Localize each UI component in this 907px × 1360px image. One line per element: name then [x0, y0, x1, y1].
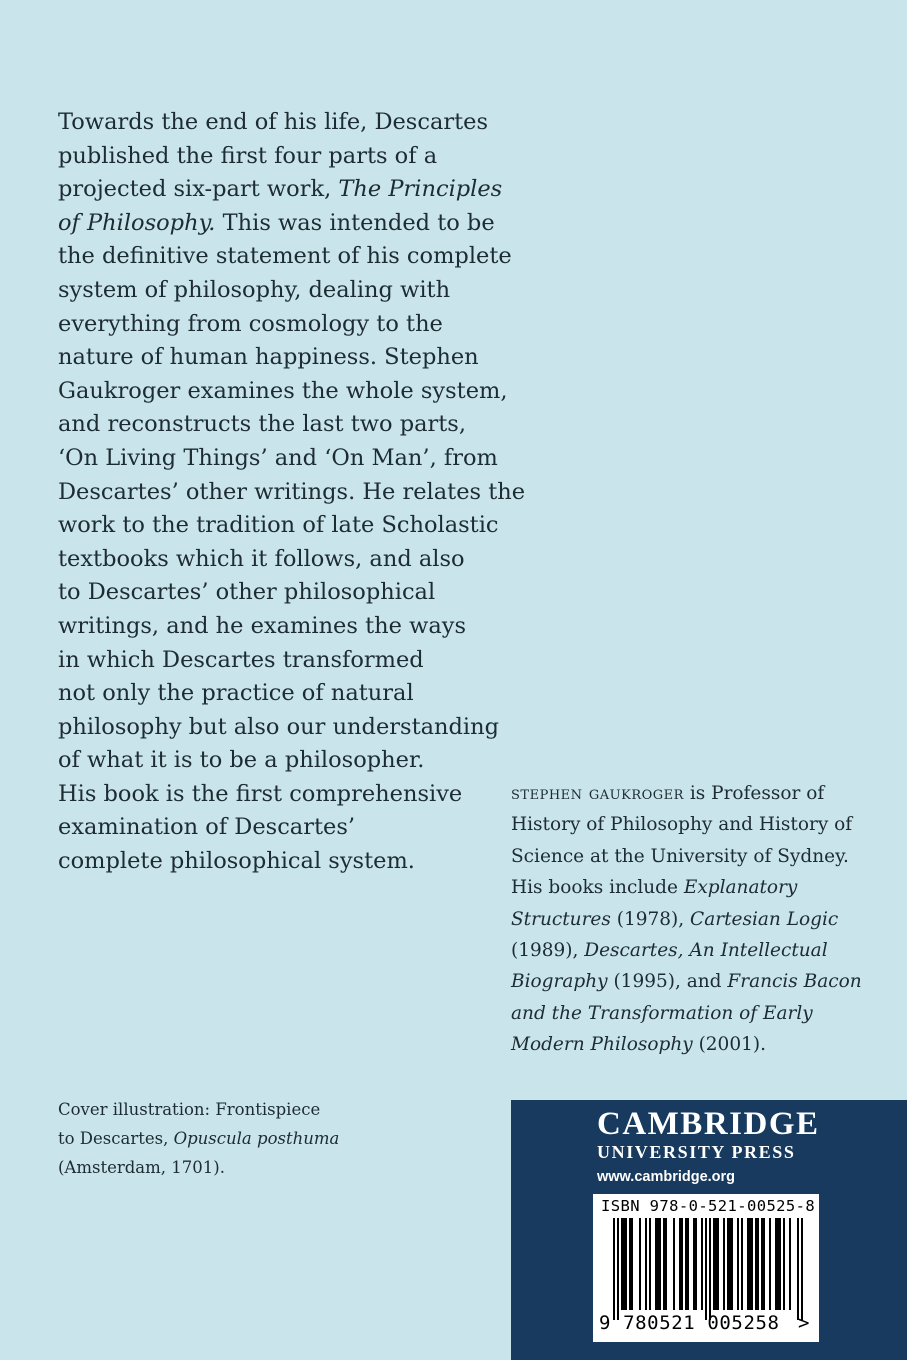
barcode-bar [797, 1218, 799, 1320]
text-run: is Professor of [683, 783, 825, 804]
text-line [511, 841, 881, 872]
barcode-bar [655, 1218, 657, 1310]
barcode-bar [613, 1218, 615, 1320]
text-line [58, 308, 478, 342]
text-run: Science at the University of Sydney. [511, 845, 849, 867]
barcode-bar [801, 1218, 803, 1320]
italic-text: Descartes, An Intellectual [584, 940, 828, 962]
barcode-bar [713, 1218, 715, 1310]
text-run: (Amsterdam, 1701). [58, 1158, 225, 1177]
text-line [511, 778, 881, 809]
text-run: (1995), and [607, 971, 728, 993]
author-bio [511, 778, 881, 1061]
text-run: and reconstructs the last two parts, [58, 411, 467, 438]
text-line [58, 677, 478, 711]
text-line [58, 744, 478, 778]
text-line [58, 476, 526, 510]
text-line [58, 1095, 358, 1124]
text-run: system of philosophy, dealing with [58, 276, 451, 303]
text-run: (2001). [692, 1034, 766, 1056]
text-line [58, 845, 478, 879]
barcode-arrow: > [798, 1312, 810, 1334]
text-run: of what it is to be a philosopher. [58, 747, 425, 774]
italic-text: Structures [511, 908, 611, 930]
text-line [511, 904, 881, 935]
barcode-bar [623, 1218, 625, 1310]
cover-illustration-credit [58, 1095, 358, 1182]
text-line [58, 375, 508, 409]
text-run: not only the practice of natural [58, 680, 414, 707]
text-line [58, 811, 478, 845]
text-line [58, 240, 512, 274]
publisher-panel [511, 1100, 907, 1360]
text-run: in which Descartes transformed [58, 646, 424, 673]
italic-text: of Philosophy. [58, 209, 216, 236]
barcode-bar [649, 1218, 651, 1310]
barcode-bar [723, 1218, 725, 1310]
text-line [58, 341, 478, 375]
italic-text: and the Transformation of Early [511, 1002, 813, 1024]
text-line [511, 872, 881, 903]
text-line [58, 778, 478, 812]
text-line [58, 207, 495, 241]
italic-text: Biography [511, 971, 608, 993]
barcode-bar [621, 1218, 623, 1310]
barcode-bar [645, 1218, 647, 1310]
barcode-bar [617, 1218, 619, 1320]
barcode-bar [717, 1218, 719, 1310]
text-line [511, 1029, 881, 1060]
text-run: Descartes’ other writings. He relates the [58, 478, 526, 505]
description-blurb [58, 106, 526, 879]
barcode-bar [705, 1218, 707, 1320]
barcode-bar [727, 1218, 729, 1310]
italic-text: Opuscula posthuma [173, 1129, 340, 1148]
barcode-bar [747, 1218, 749, 1310]
isbn-barcode [593, 1194, 819, 1342]
barcode-bar [673, 1218, 675, 1310]
text-run: work to the tradition of late Scholastic [58, 512, 499, 539]
barcode-bar [749, 1218, 751, 1310]
publisher-url: www.cambridge.org [597, 1169, 736, 1185]
text-run: textbooks which it follows, and also [58, 545, 465, 572]
text-run: stephen gaukroger [511, 783, 684, 804]
text-line [511, 809, 881, 840]
barcode-bar [777, 1218, 779, 1310]
text-line [58, 576, 478, 610]
barcode-bar [715, 1218, 717, 1310]
text-run: (1989), [511, 940, 585, 962]
italic-text: The Principles [338, 176, 503, 203]
text-run: (1978), [610, 908, 691, 930]
text-line [58, 173, 503, 207]
barcode-bar [631, 1218, 633, 1310]
barcode-bar [737, 1218, 739, 1310]
text-line [511, 935, 881, 966]
barcode-bar [701, 1218, 703, 1310]
barcode-bar [657, 1218, 659, 1310]
barcode-bar [685, 1218, 687, 1310]
barcode-bar [741, 1218, 743, 1310]
barcode-bar [663, 1218, 665, 1310]
text-line [58, 1153, 358, 1182]
barcode-bar [757, 1218, 759, 1310]
barcode-bar [625, 1218, 627, 1310]
text-run: Gaukroger examines the whole system, [58, 377, 508, 404]
barcode-bar [783, 1218, 785, 1310]
text-line [58, 543, 478, 577]
text-run: complete philosophical system. [58, 848, 415, 875]
barcode-bar [709, 1218, 711, 1320]
text-line [58, 509, 499, 543]
italic-text: Francis Bacon [727, 971, 862, 993]
text-run: everything from cosmology to the [58, 310, 443, 337]
text-run: the definitive statement of his complete [58, 243, 512, 270]
text-run: to Descartes, [58, 1129, 174, 1148]
text-line [511, 998, 881, 1029]
text-run: ‘On Living Things’ and ‘On Man’, from [58, 444, 498, 471]
publisher-subtitle: UNIVERSITY PRESS [597, 1142, 796, 1162]
barcode-bar [779, 1218, 781, 1310]
text-run: writings, and he examines the ways [58, 612, 466, 639]
text-run: nature of human happiness. Stephen [58, 344, 479, 371]
text-run: published the first four parts of a [58, 142, 438, 169]
barcode-bar [679, 1218, 681, 1310]
text-line [58, 408, 478, 442]
barcode-bar [755, 1218, 757, 1310]
text-line [58, 442, 498, 476]
text-line [58, 140, 478, 174]
text-run: History of Philosophy and History of [511, 814, 853, 836]
barcode-bar [695, 1218, 697, 1310]
barcode-bar [775, 1218, 777, 1310]
barcode-bar [729, 1218, 731, 1310]
text-run: This was intended to be [215, 209, 495, 236]
barcode-bar [763, 1218, 765, 1310]
text-run: His books include [511, 877, 684, 899]
barcode-bar [751, 1218, 753, 1310]
text-line [511, 966, 881, 997]
barcode-bar [761, 1218, 763, 1310]
text-line [58, 274, 478, 308]
text-run: projected six-part work, [58, 176, 339, 203]
italic-text: Modern Philosophy [511, 1034, 693, 1056]
text-run: Towards the end of his life, Descartes [58, 109, 489, 135]
italic-text: Explanatory [683, 877, 798, 899]
barcode-bar [687, 1218, 689, 1310]
text-line [58, 644, 478, 678]
text-run: philosophy but also our understanding [58, 713, 500, 740]
text-line [58, 711, 500, 745]
barcode-bar [693, 1218, 695, 1310]
text-run: Cover illustration: Frontispiece [58, 1100, 321, 1119]
text-line [58, 610, 478, 644]
barcode-bar [629, 1218, 631, 1310]
text-run: examination of Descartes’ [58, 814, 356, 841]
ean-digits: 9 780521 005258 [599, 1312, 780, 1334]
barcode-bar [639, 1218, 641, 1310]
isbn-label: ISBN 978-0-521-00525-8 [601, 1197, 816, 1215]
publisher-name: CAMBRIDGE [597, 1106, 820, 1142]
text-line [58, 1124, 358, 1153]
barcode-bar [731, 1218, 733, 1310]
italic-text: Cartesian Logic [690, 908, 839, 930]
text-run: His book is the first comprehensive [58, 780, 463, 807]
barcode-bar [769, 1218, 771, 1310]
barcode-bar [681, 1218, 683, 1310]
barcode-bar [659, 1218, 661, 1310]
barcode-bar [665, 1218, 667, 1310]
text-line [58, 106, 489, 140]
barcode-bar [789, 1218, 791, 1310]
text-run: to Descartes’ other philosophical [58, 579, 436, 606]
